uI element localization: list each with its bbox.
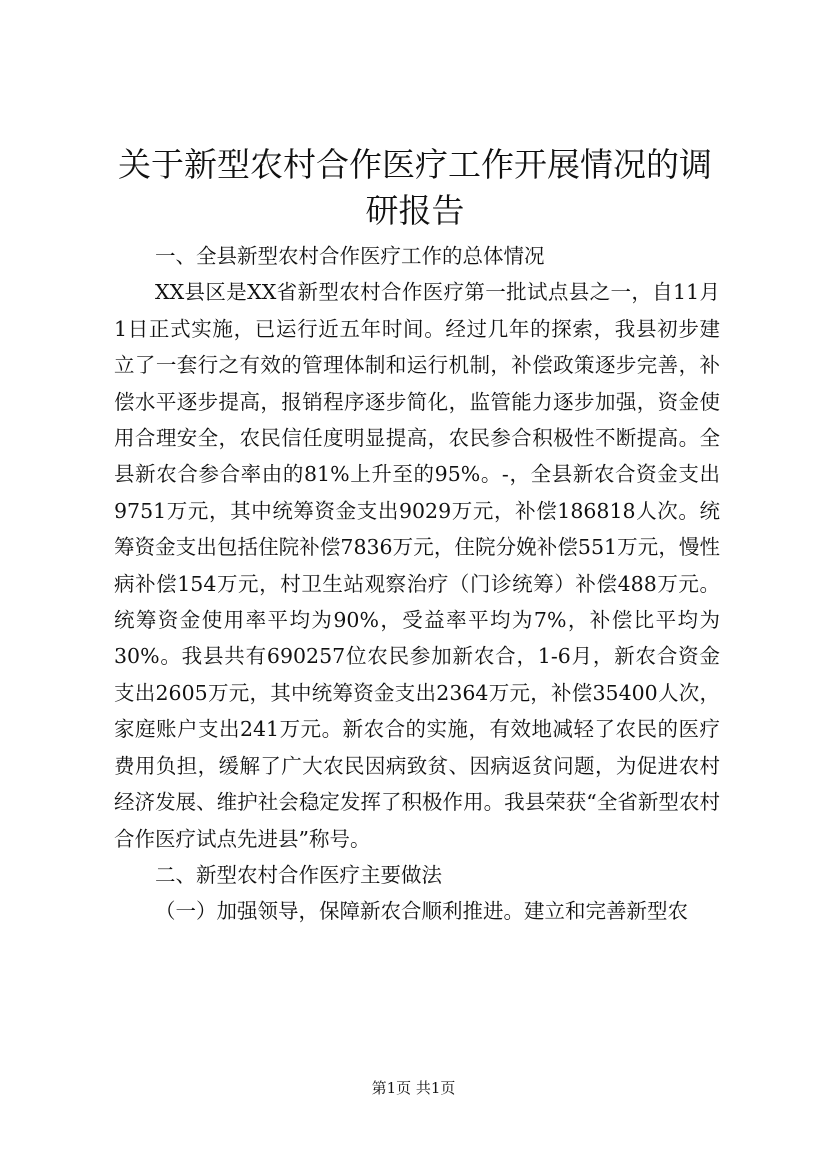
document-title: 关于新型农村合作医疗工作开展情况的调研报告	[118, 145, 712, 230]
section-heading-1: 一、全县新型农村合作医疗工作的总体情况	[155, 244, 545, 268]
body-paragraph-1: XX县区是XX省新型农村合作医疗第一批试点县之一，自11月1日正式实施，已运行近五年时间。经过几年的探索，我县初步建立了一套行之有效的管理体制和运行机制，补偿政策逐步完善，补偿水平逐步提高，报销程序逐步简化，监管能力逐步加强，资金使用合理安全，农民信任度明显提高，农民参合积极性不断提高。全县新农合参合率由的81%上升至的95%。-，全县新农合资金支出9751万元，其中统筹资金支出9029万元，补偿186818人次。统筹资金支出包括住院补偿7836万元，住院分娩补偿551万元，慢性病补偿154万元，村卫生站观察治疗（门诊统筹）补偿488万元。统筹资金使用率平均为90%，受益率平均为7%，补偿比平均为30%。我县共有690257位农民参加新农合，1-6月，新农合资金支出2605万元，其中统筹资金支出2364万元，补偿35400人次，家庭账户支出241万元。新农合的实施，有效地减轻了农民的医疗费用负担，缓解了广大农民因病致贫、因病返贫问题，为促进农村经济发展、维护社会稳定发挥了积极作用。我县荣获“全省新型农村合作医疗试点先进县”称号。	[114, 280, 720, 851]
body-paragraph-2: （一）加强领导，保障新农合顺利推进。建立和完善新型农	[155, 899, 688, 924]
page-footer: 第1页 共1页	[371, 1079, 456, 1097]
document-body	[114, 238, 720, 930]
section-heading-2: 二、新型农村合作医疗主要做法	[155, 862, 442, 887]
